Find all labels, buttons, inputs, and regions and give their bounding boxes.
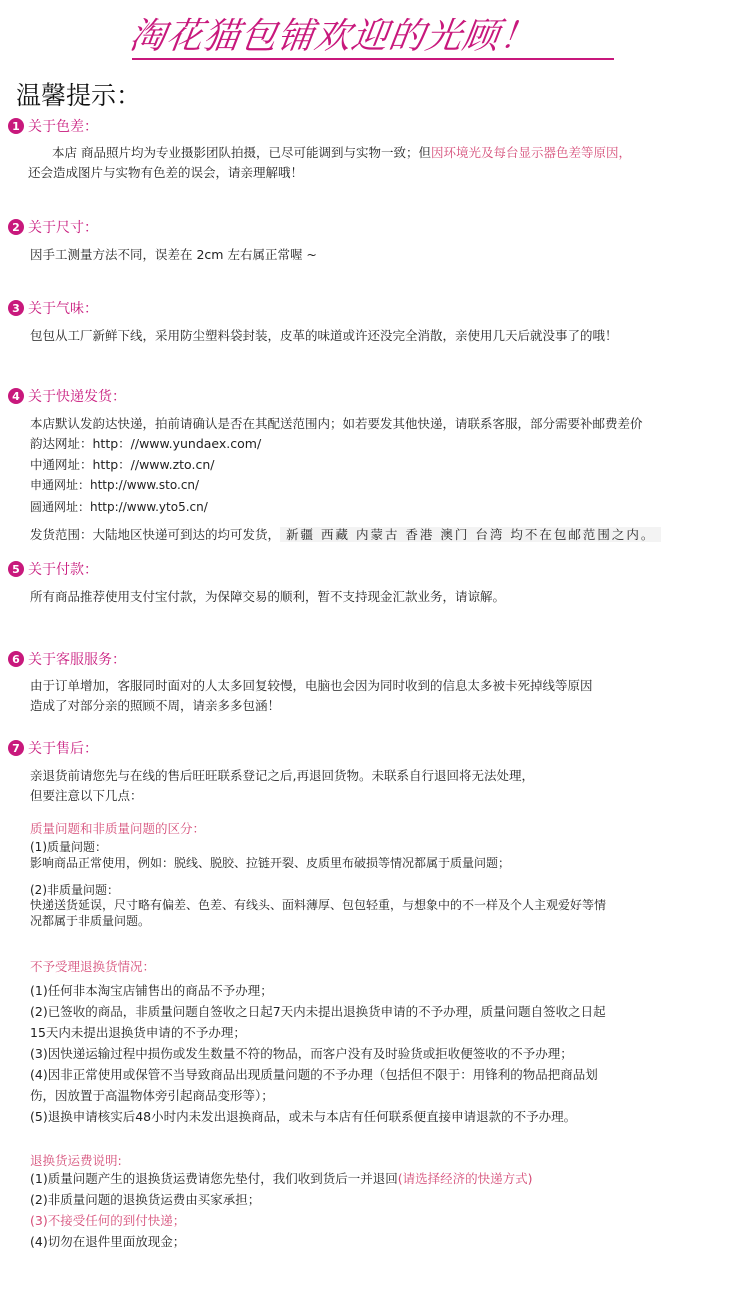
section-heading-size	[8, 217, 98, 237]
color-diff-line-2: 还会造成图片与实物有色差的误会，请亲理解哦！	[28, 165, 304, 180]
sto-url: 申通网址：http://www.sto.cn/	[30, 478, 200, 492]
no-return-item-5: (5)退换申请核实后48小时内未发出退换商品，或未与本店有任何联系便直接申请退款的不予办理。	[30, 1109, 577, 1124]
section-heading-smell	[8, 298, 98, 318]
section-title: 关于售后：	[28, 741, 98, 757]
quality-issue-text: 影响商品正常使用，例如：脱线、脱胶、拉链开裂、皮质里布破损等情况都属于质量问题；	[30, 856, 511, 870]
size-line-1: 因手工测量方法不同，误差在 2cm 左右属正常喔 ~	[30, 247, 317, 262]
fee-item-3: (3)不接受任何的到付快递；	[30, 1213, 186, 1228]
number-badge: 2	[8, 219, 24, 235]
shipping-line-1: 本店默认发韵达快递，拍前请确认是否在其配送范围内；如若要发其他快递，请联系客服，部分需要补邮费差价	[30, 416, 643, 431]
section-title: 关于付款：	[28, 562, 98, 578]
no-return-item-4b: 伤，因放置于高温物体旁引起商品变形等）；	[30, 1088, 274, 1103]
section-title: 关于色差：	[28, 119, 98, 135]
no-return-item-4a: (4)因非正常使用或保管不当导致商品出现质量问题的不予办理（包括但不限于：用锋利的物品把商品划	[30, 1067, 598, 1082]
section-title: 关于气味：	[28, 301, 98, 317]
section-title: 关于客服服务：	[28, 652, 126, 668]
number-badge: 1	[8, 118, 24, 134]
quality-issue-title: (1)质量问题：	[30, 840, 107, 854]
shipping-fee-heading: 退换货运费说明:	[30, 1153, 122, 1168]
number-badge: 5	[8, 561, 24, 577]
section-heading-payment	[8, 559, 98, 579]
excluded-regions: 新疆 西藏 内蒙古 香港 澳门 台湾 均不在包邮范围之内。	[280, 527, 661, 542]
section-heading-aftersale	[8, 738, 98, 758]
no-return-item-2b: 15天内未提出退换货申请的不予办理；	[30, 1025, 246, 1040]
section-heading-service	[8, 649, 126, 669]
no-return-item-3: (3)因快递运输过程中损伤或发生数量不符的物品，而客户没有及时验货或拒收便签收的不予办理；	[30, 1046, 573, 1061]
quality-distinction-heading: 质量问题和非质量问题的区分：	[30, 821, 206, 836]
no-return-heading: 不予受理退换货情况：	[30, 959, 156, 974]
section-title: 关于尺寸：	[28, 220, 98, 236]
yto-url: 圆通网址：http://www.yto5.cn/	[30, 500, 208, 514]
fee-item-4: (4)切勿在退件里面放现金；	[30, 1234, 186, 1249]
shipping-range: 发货范围：大陆地区快递可到达的均可发货， 新疆 西藏 内蒙古 香港 澳门 台湾 均不在包邮范围之内。	[30, 524, 661, 545]
no-return-item-2a: (2)已签收的商品，非质量问题自签收之日起7天内未提出退换货申请的不予办理，质量问题自签收之日起	[30, 1004, 606, 1019]
section-heading-color-diff	[8, 116, 98, 136]
number-badge: 7	[8, 740, 24, 756]
section-title: 关于快递发货：	[28, 389, 126, 405]
payment-line-1: 所有商品推荐使用支付宝付款，为保障交易的顺利，暂不支持现金汇款业务，请谅解。	[30, 589, 506, 604]
number-badge: 6	[8, 651, 24, 667]
color-diff-highlight: 因环境光及每台显示器色差等原因，	[430, 145, 631, 160]
no-return-item-1: (1)任何非本淘宝店铺售出的商品不予办理；	[30, 983, 273, 998]
section-heading-shipping	[8, 386, 126, 406]
non-quality-issue-text-1: 快递送货延误，尺寸略有偏差、色差、有线头、面料薄厚、包包轻重，与想象中的不一样及个人主观爱好等情	[30, 898, 607, 912]
fee-item-2: (2)非质量问题的退换货运费由买家承担；	[30, 1192, 261, 1207]
number-badge: 4	[8, 388, 24, 404]
aftersale-line-1: 亲退货前请您先与在线的售后旺旺联系登记之后,再退回货物。未联系自行退回将无法处理，	[30, 768, 534, 783]
economical-courier-note: (请选择经济的快递方式)	[397, 1171, 533, 1186]
number-badge: 3	[8, 300, 24, 316]
aftersale-line-2: 但要注意以下几点：	[30, 788, 143, 803]
banner-underline	[132, 58, 614, 60]
color-diff-line-1: 本店 商品照片均为专业摄影团队拍摄，已尽可能调到与实物一致；但因环境光及每台显示器色差等原因，	[52, 145, 631, 160]
fee-item-1: (1)质量问题产生的退换货运费请您先垫付，我们收到货后一并退回(请选择经济的快递方式)	[30, 1171, 533, 1186]
non-quality-issue-title: (2)非质量问题：	[30, 883, 119, 897]
service-line-2: 造成了对部分亲的照顾不周，请亲多多包涵！	[30, 698, 281, 713]
non-quality-issue-text-2: 况都属于非质量问题。	[30, 914, 151, 928]
tips-title: 温馨提示：	[16, 81, 142, 110]
smell-line-1: 包包从工厂新鲜下线，采用防尘塑料袋封装，皮革的味道或许还没完全消散，亲使用几天后就没事了的哦！	[30, 328, 618, 343]
service-line-1: 由于订单增加，客服同时面对的人太多回复较慢，电脑也会因为同时收到的信息太多被卡死掉线等原因	[30, 678, 593, 693]
shop-welcome-banner	[126, 8, 610, 57]
zto-url: 中通网址：http：//www.zto.cn/	[30, 457, 215, 472]
banner-text: 淘花猫包铺欢迎的光顾！	[126, 16, 540, 57]
yunda-url: 韵达网址：http：//www.yundaex.com/	[30, 436, 262, 451]
